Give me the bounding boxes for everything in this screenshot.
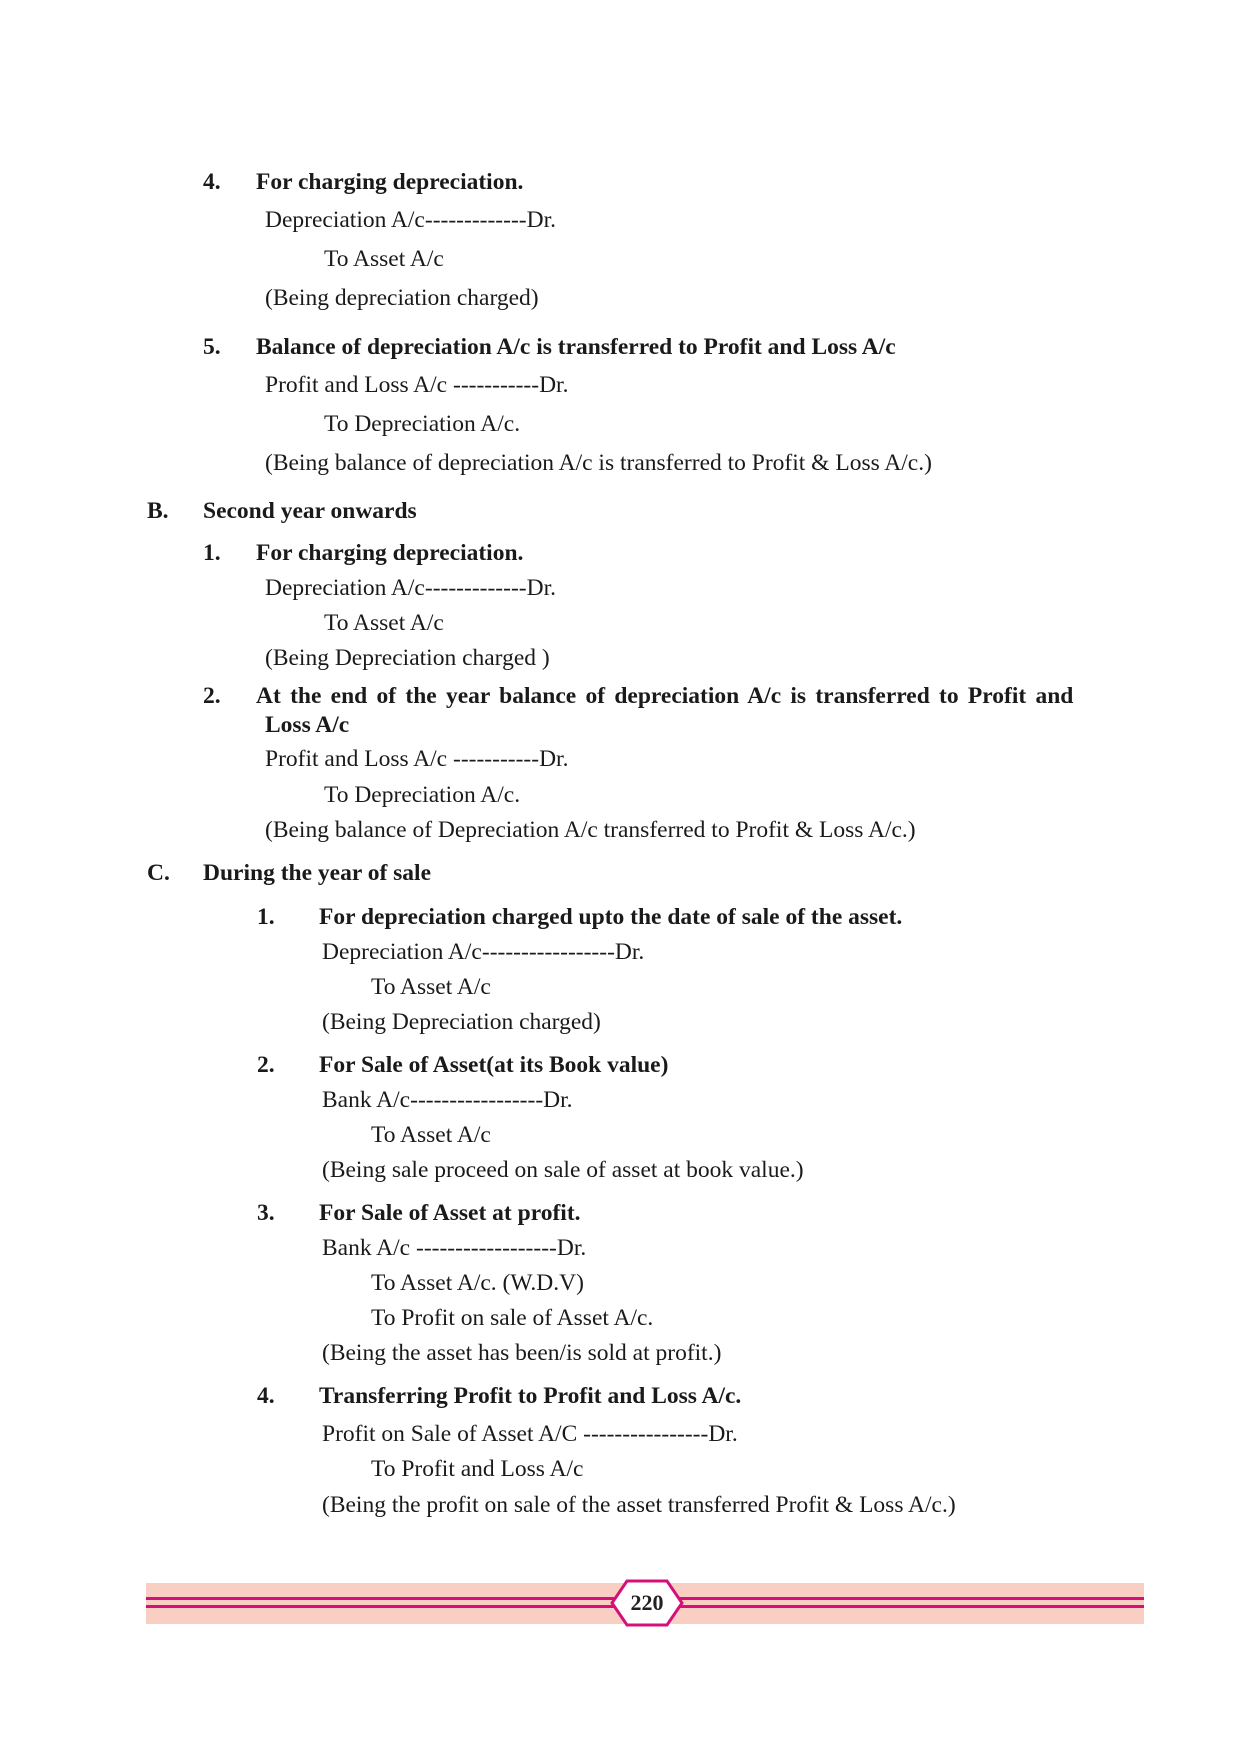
debit-line: Depreciation A/c-------------Dr. bbox=[265, 575, 556, 601]
item-number: 5. bbox=[203, 334, 221, 360]
credit-line: To Asset A/c bbox=[324, 246, 444, 272]
entry-heading-continued: Loss A/c bbox=[265, 712, 350, 738]
narration: (Being depreciation charged) bbox=[265, 285, 539, 311]
item-number: 4. bbox=[203, 169, 221, 195]
debit-line: Profit on Sale of Asset A/C ----------------Dr. bbox=[322, 1421, 738, 1447]
section-title: During the year of sale bbox=[203, 860, 432, 886]
narration: (Being the asset has been/is sold at profit.) bbox=[322, 1340, 722, 1366]
section-letter: C. bbox=[147, 860, 170, 886]
credit-line: To Depreciation A/c. bbox=[324, 782, 521, 808]
narration: (Being balance of Depreciation A/c transferred to Profit & Loss A/c.) bbox=[265, 817, 916, 843]
item-number: 1. bbox=[203, 540, 221, 566]
narration: (Being balance of depreciation A/c is transferred to Profit & Loss A/c.) bbox=[265, 450, 932, 476]
credit-line: To Profit and Loss A/c bbox=[371, 1456, 584, 1482]
credit-line: To Asset A/c bbox=[371, 974, 491, 1000]
debit-line: Bank A/c ------------------Dr. bbox=[322, 1235, 587, 1261]
item-number: 4. bbox=[257, 1383, 275, 1409]
credit-line: To Asset A/c bbox=[324, 610, 444, 636]
debit-line: Bank A/c-----------------Dr. bbox=[322, 1087, 573, 1113]
entry-heading: Balance of depreciation A/c is transferred to Profit and Loss A/c bbox=[256, 334, 896, 360]
debit-line: Depreciation A/c-------------Dr. bbox=[265, 207, 556, 233]
debit-line: Profit and Loss A/c -----------Dr. bbox=[265, 372, 569, 398]
entry-heading: For Sale of Asset(at its Book value) bbox=[319, 1052, 669, 1078]
item-number: 3. bbox=[257, 1200, 275, 1226]
narration: (Being Depreciation charged ) bbox=[265, 645, 550, 671]
entry-heading: For charging depreciation. bbox=[256, 169, 524, 195]
entry-heading: For charging depreciation. bbox=[256, 540, 524, 566]
entry-heading: For Sale of Asset at profit. bbox=[319, 1200, 581, 1226]
section-letter: B. bbox=[147, 498, 169, 524]
credit-line: To Depreciation A/c. bbox=[324, 411, 521, 437]
debit-line: Depreciation A/c-----------------Dr. bbox=[322, 939, 645, 965]
narration: (Being the profit on sale of the asset transferred Profit & Loss A/c.) bbox=[322, 1492, 956, 1518]
entry-heading: Transferring Profit to Profit and Loss A/c. bbox=[319, 1383, 742, 1409]
narration: (Being Depreciation charged) bbox=[322, 1009, 601, 1035]
entry-heading: At the end of the year balance of depreciation A/c is transferred to Profit and bbox=[256, 683, 1074, 709]
section-title: Second year onwards bbox=[203, 498, 417, 524]
entry-heading: For depreciation charged upto the date of sale of the asset. bbox=[319, 904, 903, 930]
credit-line: To Profit on sale of Asset A/c. bbox=[371, 1305, 654, 1331]
credit-line: To Asset A/c. (W.D.V) bbox=[371, 1270, 584, 1296]
narration: (Being sale proceed on sale of asset at book value.) bbox=[322, 1157, 804, 1183]
item-number: 2. bbox=[257, 1052, 275, 1078]
page-number: 220 bbox=[630, 1590, 664, 1615]
credit-line: To Asset A/c bbox=[371, 1122, 491, 1148]
debit-line: Profit and Loss A/c -----------Dr. bbox=[265, 746, 569, 772]
page-number-badge bbox=[609, 1578, 685, 1628]
item-number: 1. bbox=[257, 904, 275, 930]
item-number: 2. bbox=[203, 683, 221, 709]
